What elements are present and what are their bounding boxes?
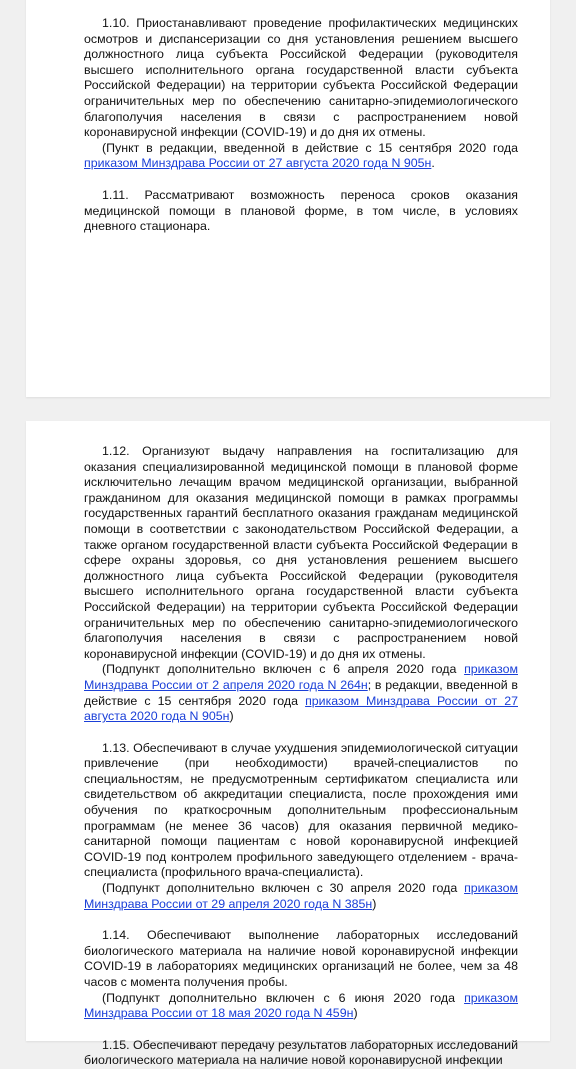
document-page-1 [26,0,550,397]
note-text-end: ) [372,896,377,911]
order-385n-link[interactable]: приказом Минздрава России от 29 апреля 2020 года N 385н [84,881,518,911]
note-text-end: ) [229,709,234,724]
paragraph-1-13: 1.13. Обеспечивают в случае ухудшения эпидемиологической ситуации привлечение (при необходимости) врачей-специалистов по специальностям, не предусмотренным сертификатом специалиста или свидетельством об аккредитации специалиста, после прохождения ими обучения по краткосрочным дополнительным профессиональным программам (не менее 36 часов) для оказания первичной медико-санитарной помощи пациентам с новой коронавирусной инфекцией COVID-19 под контролем профильного заведующего отделением - врача-специалиста (профильного врача-специалиста). [84,740,518,880]
amendment-note-1-12 [84,662,518,724]
paragraph-1-14: 1.14. Обеспечивают выполнение лабораторных исследований биологического материала на наличие новой коронавирусной инфекции COVID-19 в лабораториях медицинских организаций не более, чем за 48 часов с момента получения пробы. [84,928,518,989]
amendment-note-1-14 [84,991,518,1022]
note-text: (Пункт в редакции, введенной в действие с 15 сентября 2020 года [102,140,518,155]
paragraph-1-15: 1.15. Обеспечивают передачу результатов лабораторных исследований биологического материала на наличие новой коронавирусной инфекции [84,1037,518,1068]
note-text-end: . [431,156,435,171]
order-905n-link[interactable]: приказом Минздрава России от 27 августа 2020 года N 905н [84,156,432,171]
order-459n-link[interactable]: приказом Минздрава России от 18 мая 2020 года N 459н [84,990,518,1021]
note-text-mid: ; в редакции, введенной в действие с 15 сентября 2020 года [84,677,519,708]
note-text: (Подпункт дополнительно включен с 6 апреля 2020 года [102,662,465,677]
paragraph-1-10: 1.10. Приостанавливают проведение профилактических медицинских осмотров и диспансеризации со дня установления решением высшего должностного лица субъекта Российской Федерации (руководителя высшего исполнительного органа государственной власти субъекта Российской Федерации) на территории субъекта Российской Федерации ограничительных мер по обеспечению санитарно-эпидемиологического благополучия населения в связи с распространением новой коронавирусной инфекции (COVID-19) и до дня их отмены. [84,16,518,140]
note-text: (Подпункт дополнительно включен с 30 апреля 2020 года [102,881,465,896]
document-page-2 [26,421,550,1068]
amendment-note-1-13 [84,881,518,912]
note-text-end: ) [353,1006,358,1021]
paragraph-1-12: 1.12. Организуют выдачу направления на госпитализацию для оказания специализированной медицинской помощи в плановой форме исключительно лечащим врачом медицинской организации, выбранной гражданином для оказания медицинской помощи в рамках программы государственных гарантий бесплатного оказания гражданам медицинской помощи в соответствии с законодательством Российской Федерации, а также органом государственной власти субъекта Российской Федерации в сфере охраны здоровья, со дня установления решением высшего должностного лица субъекта Российской Федерации (руководителя высшего исполнительного органа государственной власти субъекта Российской Федерации) на территории субъекта Российской Федерации ограничительных мер по обеспечению санитарно-эпидемиологического благополучия населения в связи с распространением новой коронавирусной инфекции (COVID-19) и до дня их отмены. [84,444,518,661]
paragraph-1-11: 1.11. Рассматривают возможность переноса сроков оказания медицинской помощи в плановой форме, в том числе, в условиях дневного стационара. [84,187,518,234]
amendment-note-1-10 [84,141,518,172]
order-264n-link[interactable]: приказом Минздрава России от 2 апреля 2020 года N 264н [84,662,518,692]
order-905n-link[interactable]: приказом Минздрава России от 27 августа 2020 года N 905н [84,693,518,724]
note-text: (Подпункт дополнительно включен с 6 июня 2020 года [102,990,465,1005]
